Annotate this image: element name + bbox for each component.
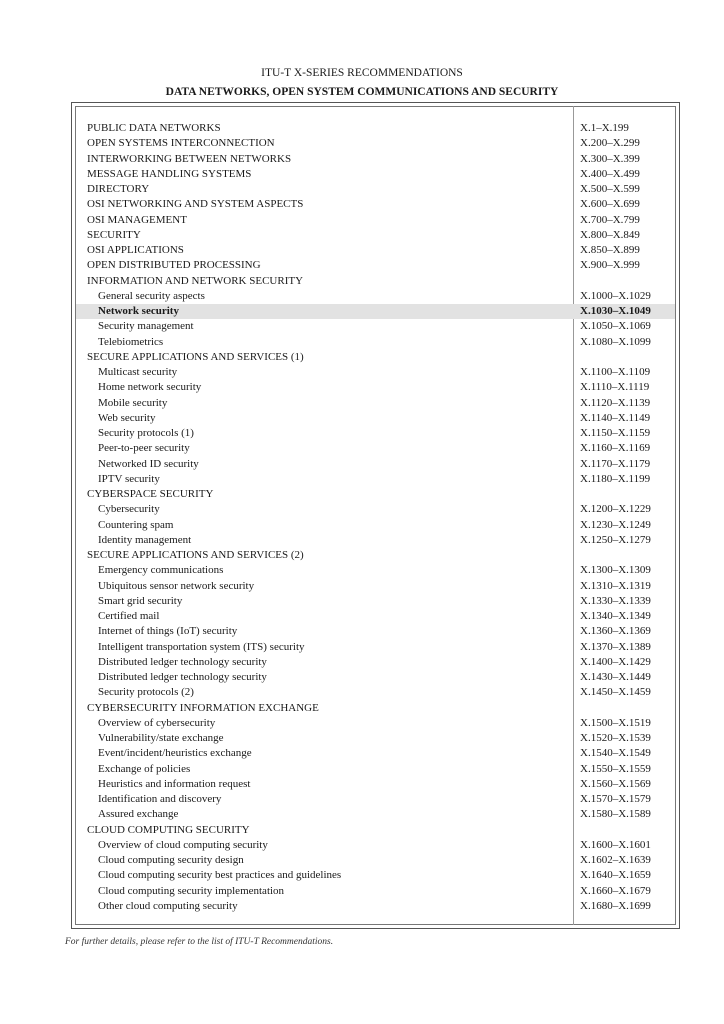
row-label: SECURE APPLICATIONS AND SERVICES (2) (87, 549, 304, 561)
row-label: Cloud computing security best practices and guidelines (98, 869, 342, 882)
row-label: Networked ID security (98, 457, 199, 470)
row-range: X.200–X.299 (580, 137, 640, 150)
row-label: Cloud computing security design (98, 854, 244, 866)
table-row-subitem (76, 746, 675, 761)
row-range: X.1550–X.1559 (580, 762, 651, 775)
row-range: X.1600–X.1601 (580, 838, 651, 851)
row-label: MESSAGE HANDLING SYSTEMS (87, 167, 252, 180)
table-row-heading (76, 274, 675, 289)
row-label: Overview of cloud computing security (98, 838, 268, 851)
table-row-subitem (76, 838, 675, 853)
row-range: X.1200–X.1229 (580, 503, 651, 516)
table-row-subitem (76, 563, 675, 578)
row-range: X.1030–X.1049 (580, 305, 651, 317)
row-label: Internet of things (IoT) security (98, 625, 238, 638)
table-row-subitem (76, 518, 675, 533)
row-label: Other cloud computing security (98, 899, 238, 912)
table-row-heading (76, 228, 675, 243)
table-row-subitem (76, 731, 675, 746)
table-row-subitem (76, 472, 675, 487)
row-label: Ubiquitous sensor network security (98, 579, 255, 592)
row-range: X.1640–X.1659 (580, 869, 651, 882)
row-range: X.1310–X.1319 (580, 579, 651, 592)
table-row-heading (76, 487, 675, 502)
row-range: X.1370–X.1389 (580, 640, 651, 653)
row-range: X.1570–X.1579 (580, 793, 651, 805)
row-label: Web security (98, 411, 156, 424)
table-row-subitem (76, 792, 675, 807)
table-row-subitem (76, 716, 675, 731)
row-label: CYBERSPACE SECURITY (87, 488, 214, 500)
row-label: OSI MANAGEMENT (87, 213, 187, 226)
row-label: IPTV security (98, 472, 160, 485)
table-row-subitem (76, 777, 675, 792)
recommendations-table (76, 121, 675, 914)
row-label: Intelligent transportation system (ITS) security (98, 640, 305, 653)
table-row-heading (76, 152, 675, 167)
row-label: Smart grid security (98, 594, 183, 607)
table-row-subitem (76, 335, 675, 350)
table-row-subitem (76, 533, 675, 548)
row-range: X.900–X.999 (580, 259, 640, 272)
table-row-heading (76, 823, 675, 838)
table-row-subitem (76, 396, 675, 411)
row-label: Peer-to-peer security (98, 442, 190, 455)
table-row-subitem (76, 319, 675, 334)
table-row-subitem (76, 457, 675, 472)
table-row-subitem (76, 426, 675, 441)
table-row-subitem (76, 380, 675, 395)
row-range: X.1660–X.1679 (580, 884, 651, 897)
row-range: X.1140–X.1149 (580, 411, 651, 424)
table-row-subitem (76, 655, 675, 670)
row-range: X.700–X.799 (580, 213, 640, 226)
row-range: X.1–X.199 (580, 122, 629, 134)
row-label: Security management (98, 320, 194, 333)
row-range: X.1430–X.1449 (580, 671, 651, 683)
row-label: Home network security (98, 381, 202, 394)
row-label: PUBLIC DATA NETWORKS (87, 122, 221, 134)
table-row-subitem (76, 411, 675, 426)
row-label: General security aspects (98, 289, 205, 302)
row-label: Distributed ledger technology security (98, 671, 267, 683)
row-range: X.1160–X.1169 (580, 442, 651, 455)
table-row-heading (76, 258, 675, 273)
row-label: Assured exchange (98, 808, 179, 821)
row-label: Overview of cybersecurity (98, 716, 216, 729)
table-row-subitem (76, 502, 675, 517)
row-label: Network security (98, 305, 179, 317)
page-title: DATA NETWORKS, OPEN SYSTEM COMMUNICATIONS AND SECURITY (165, 86, 559, 98)
row-range: X.850–X.899 (580, 244, 640, 256)
row-label: SECURE APPLICATIONS AND SERVICES (1) (87, 350, 304, 363)
row-label: CLOUD COMPUTING SECURITY (87, 823, 250, 836)
row-range: X.1300–X.1309 (580, 564, 651, 577)
table-row-subitem (76, 609, 675, 624)
table-row-subitem (76, 304, 675, 319)
row-label: OPEN DISTRIBUTED PROCESSING (87, 259, 261, 272)
row-range: X.400–X.499 (580, 167, 640, 180)
row-range: X.1340–X.1349 (580, 610, 651, 622)
row-range: X.800–X.849 (580, 228, 640, 241)
row-range: X.1230–X.1249 (580, 518, 651, 531)
table-row-subitem (76, 762, 675, 777)
row-label: Identity management (98, 533, 192, 546)
row-label: Exchange of policies (98, 762, 191, 775)
row-label: Security protocols (1) (98, 427, 194, 439)
row-label: Emergency communications (98, 564, 224, 577)
row-label: Certified mail (98, 610, 160, 622)
series-title: ITU-T X-SERIES RECOMMENDATIONS (261, 67, 463, 79)
row-range: X.1080–X.1099 (580, 335, 651, 348)
row-range: X.500–X.599 (580, 183, 640, 195)
row-label: Multicast security (98, 366, 178, 378)
row-range: X.1110–X.1119 (580, 381, 650, 394)
row-range: X.1330–X.1339 (580, 594, 651, 607)
table-row-subitem (76, 579, 675, 594)
table-row-heading (76, 213, 675, 228)
table-row-subitem (76, 807, 675, 822)
table-row-subitem (76, 868, 675, 883)
row-range: X.1050–X.1069 (580, 320, 651, 333)
row-label: DIRECTORY (87, 183, 150, 195)
row-label: INFORMATION AND NETWORK SECURITY (87, 274, 304, 287)
table-row-subitem (76, 685, 675, 700)
row-range: X.1580–X.1589 (580, 808, 651, 821)
table-row-heading (76, 243, 675, 258)
row-label: Telebiometrics (98, 335, 164, 348)
row-label: Event/incident/heuristics exchange (98, 747, 252, 760)
table-row-subitem (76, 884, 675, 899)
row-label: Mobile security (98, 396, 168, 409)
footer-note: For further details, please refer to the list of ITU-T Recommendations. (65, 937, 334, 947)
row-label: Cybersecurity (98, 503, 160, 516)
row-label: INTERWORKING BETWEEN NETWORKS (87, 152, 292, 165)
row-range: X.1400–X.1429 (580, 655, 651, 668)
row-range: X.1100–X.1109 (580, 366, 651, 378)
row-range: X.1000–X.1029 (580, 289, 651, 302)
row-label: SECURITY (87, 228, 141, 241)
row-range: X.1560–X.1569 (580, 777, 651, 790)
table-row-subitem (76, 640, 675, 655)
row-range: X.1120–X.1139 (580, 396, 651, 409)
row-label: OSI APPLICATIONS (87, 244, 184, 256)
row-range: X.1602–X.1639 (580, 854, 651, 866)
row-label: Heuristics and information request (98, 777, 251, 790)
table-row-heading (76, 136, 675, 151)
row-range: X.1500–X.1519 (580, 716, 651, 729)
row-label: CYBERSECURITY INFORMATION EXCHANGE (87, 701, 319, 714)
table-row-heading (76, 701, 675, 716)
table-row-heading (76, 350, 675, 365)
row-label: OSI NETWORKING AND SYSTEM ASPECTS (87, 198, 304, 211)
row-range: X.1360–X.1369 (580, 625, 651, 638)
table-row-subitem (76, 899, 675, 914)
row-range: X.1680–X.1699 (580, 899, 651, 912)
table-row-heading (76, 548, 675, 563)
table-row-heading (76, 182, 675, 197)
table-row-subitem (76, 441, 675, 456)
table-row-subitem (76, 594, 675, 609)
row-range: X.300–X.399 (580, 152, 640, 165)
row-label: Security protocols (2) (98, 686, 194, 699)
row-range: X.1150–X.1159 (580, 427, 651, 439)
row-range: X.1180–X.1199 (580, 472, 651, 485)
row-label: Identification and discovery (98, 793, 222, 805)
row-label: Countering spam (98, 518, 174, 531)
row-range: X.1520–X.1539 (580, 732, 651, 744)
row-range: X.600–X.699 (580, 198, 640, 211)
row-label: Vulnerability/state exchange (98, 732, 224, 744)
row-label: Distributed ledger technology security (98, 655, 267, 668)
table-row-heading (76, 197, 675, 212)
table-row-heading (76, 121, 675, 136)
row-range: X.1450–X.1459 (580, 686, 651, 699)
table-row-subitem (76, 853, 675, 868)
row-label: Cloud computing security implementation (98, 884, 285, 897)
table-row-subitem (76, 670, 675, 685)
table-row-subitem (76, 365, 675, 380)
table-row-heading (76, 167, 675, 182)
row-range: X.1170–X.1179 (580, 457, 651, 470)
row-range: X.1540–X.1549 (580, 747, 651, 760)
table-row-subitem (76, 289, 675, 304)
row-range: X.1250–X.1279 (580, 533, 651, 546)
table-row-subitem (76, 624, 675, 639)
row-label: OPEN SYSTEMS INTERCONNECTION (87, 137, 275, 150)
